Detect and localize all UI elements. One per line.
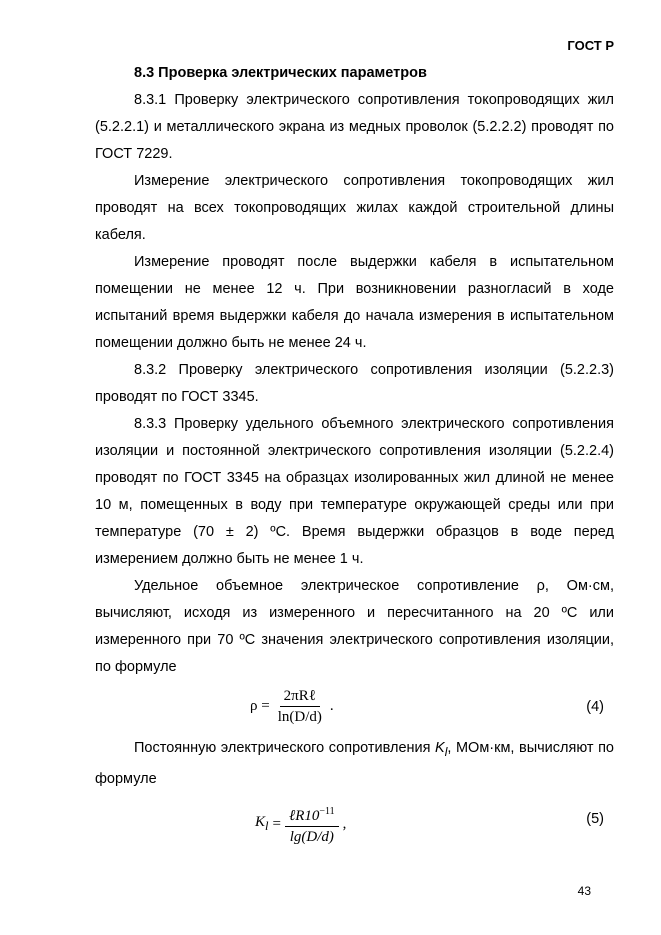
paragraph-measurement-all-cores: Измерение электрического сопротивления токопроводящих жил проводят на всех токопроводящих жилах каждой строительной длины кабеля. bbox=[95, 173, 614, 243]
formula-5-numerator: $\ell R10^{-11}$ bbox=[285, 803, 339, 827]
formula-5-denominator: lg(D/d) bbox=[289, 828, 334, 845]
ki-symbol: K bbox=[435, 740, 445, 756]
paragraph-insulation-constant: Постоянную электрического сопротивления $K_l$, МОм·км, вычисляют по формуле bbox=[95, 740, 614, 787]
paragraph-volume-resistivity: Удельное объемное электрическое сопротивление ρ, Ом·см, вычисляют, исходя из измеренного и пересчитанного на 20 ºС или измеренного при 70 ºС значения электрического сопротивления изоляции, по формуле bbox=[95, 578, 614, 675]
paragraph-8-3-3: 8.3.3 Проверку удельного объемного электрического сопротивления изоляции и постоянной электрического сопротивления изоляции (5.2.2.4) проводят по ГОСТ 3345 на образцах изолированных жил длиной не менее 10 м, помещенных в воду при температуре окружающей среды или при температуре (70 ± 2) ºС. Время выдержки образцов в воде перед измерением должно быть не менее 1 ч. bbox=[95, 416, 614, 567]
formula-4-numerator: 2πRℓ bbox=[280, 687, 320, 707]
formula-4-lhs: ρ = bbox=[250, 698, 270, 714]
formula-5-fraction bbox=[285, 803, 339, 846]
document-body bbox=[95, 60, 614, 847]
formula-5: $K_l$ = $\frac{\ell R10^{-11}}{\lg(D/d)}$ , (5) bbox=[95, 793, 614, 847]
formula-5-trail: , bbox=[342, 815, 347, 832]
paragraph-8-3-2: 8.3.2 Проверку электрического сопротивления изоляции (5.2.2.3) проводят по ГОСТ 3345. bbox=[95, 362, 614, 405]
formula-5-lhs: $K_l$ bbox=[255, 814, 269, 834]
page-number: 43 bbox=[577, 884, 591, 898]
document-code-header: ГОСТ Р bbox=[567, 38, 614, 53]
paragraph-conditioning-time: Измерение проводят после выдержки кабеля в испытательном помещении не менее 12 ч. При возникновении разногласий в ходе испытаний время выдержки кабеля до начала измерения в испытательном помещении должно быть не менее 24 ч. bbox=[95, 254, 614, 351]
paragraph-8-3-1: 8.3.1 Проверку электрического сопротивления токопроводящих жил (5.2.2.1) и металлического экрана из медных проволок (5.2.2.2) проводят по ГОСТ 7229. bbox=[95, 92, 614, 162]
formula-4-fraction bbox=[274, 687, 326, 726]
formula-5-number: (5) bbox=[586, 810, 604, 827]
section-title: 8.3 Проверка электрических параметров bbox=[134, 65, 427, 81]
formula-4-trail: . bbox=[329, 698, 334, 714]
formula-4 bbox=[95, 681, 614, 735]
formula-4-denominator: ln(D/d) bbox=[277, 709, 322, 725]
formula-4-number: (4) bbox=[586, 699, 604, 715]
